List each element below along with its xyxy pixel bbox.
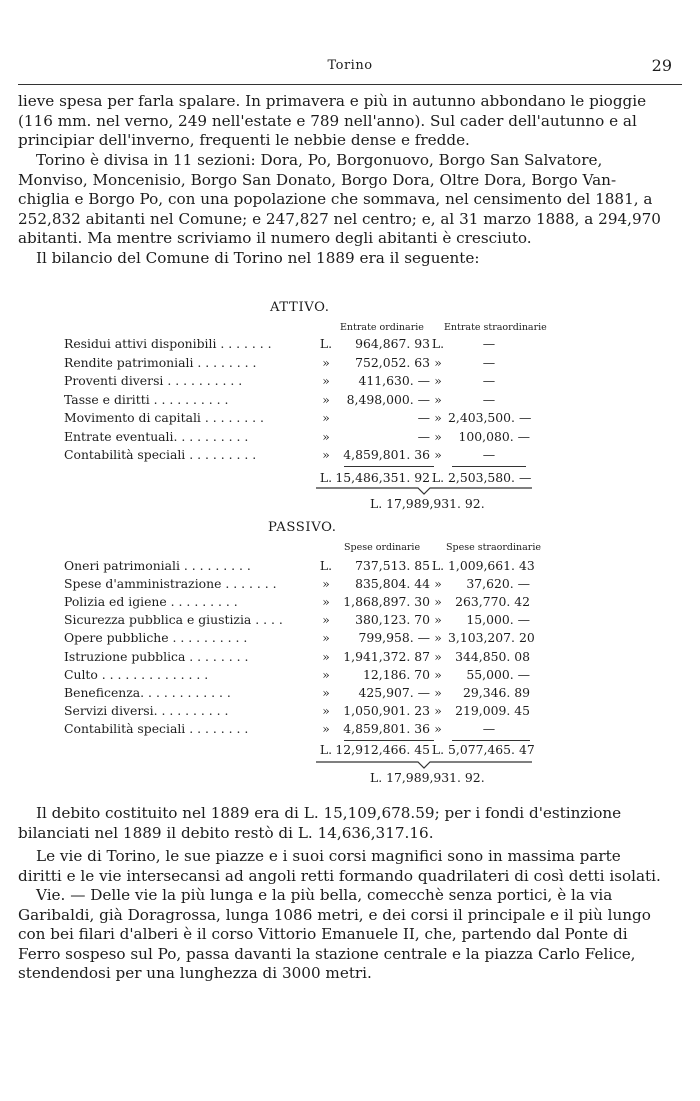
- table-row: [64, 392, 594, 410]
- currency-mark: »: [434, 354, 442, 370]
- subtotal-rule: [452, 466, 526, 467]
- row-label: Proventi diversi . . . . . . . . . .: [64, 373, 243, 388]
- extra-amount: 344,850. 08: [455, 648, 530, 664]
- currency-mark: »: [434, 666, 442, 682]
- extra-amount: 15,000. —: [466, 612, 530, 628]
- subtotal-rule: [344, 466, 434, 467]
- currency-mark: »: [322, 373, 330, 388]
- row-label: Contabilità speciali . . . . . . . . .: [64, 447, 257, 462]
- ordinary-amount: 964,867. 93: [355, 336, 430, 351]
- extra-amount: 55,000. —: [466, 666, 530, 682]
- row-label: Beneficenza. . . . . . . . . . . .: [64, 684, 231, 700]
- text-line: Le vie di Torino, le sue piazze e i suoi corsi magnifici sono in massima parte: [36, 847, 621, 865]
- currency-mark: »: [322, 428, 330, 444]
- currency-mark: »: [322, 612, 330, 628]
- extra-amount: 219,009. 45: [455, 702, 530, 718]
- extra-amount: —: [482, 447, 496, 462]
- currency-mark: L.: [319, 742, 333, 757]
- extra-amount: 29,346. 89: [463, 684, 530, 700]
- currency-mark: »: [322, 630, 330, 646]
- ordinary-amount: 411,630. —: [358, 373, 430, 388]
- row-label: Rendite patrimoniali . . . . . . . .: [64, 354, 257, 370]
- row-label: Tasse e diritti . . . . . . . . . .: [64, 391, 229, 407]
- currency-mark: »: [434, 684, 442, 700]
- paragraph-budget-intro: [18, 249, 682, 269]
- text-line: (116 mm. nel verno, 249 nell'estate e 789 nell'anno). Sul cader dell'autunno e al: [18, 111, 637, 130]
- passivo-grand-total: L. 17,989,931. 92.: [370, 770, 485, 785]
- row-label: Sicurezza pubblica e giustizia . . . .: [64, 612, 283, 628]
- currency-mark: »: [434, 630, 442, 646]
- currency-mark: »: [434, 702, 442, 718]
- attivo-grand-total: L. 17,989,931. 92.: [370, 496, 485, 511]
- currency-mark: »: [434, 447, 442, 462]
- subtotal-extra: 2,503,580. —: [448, 470, 532, 485]
- text-line: Il debito costituito nel 1889 era di L. 15,109,678.59; per i fondi d'estinzione: [36, 804, 622, 822]
- table-row: [64, 558, 594, 576]
- currency-mark: »: [322, 648, 330, 664]
- currency-mark: »: [322, 354, 330, 370]
- currency-mark: »: [434, 410, 442, 425]
- currency-mark: »: [434, 612, 442, 628]
- paragraph-sections: [18, 151, 682, 249]
- currency-mark: L.: [431, 470, 445, 485]
- running-title: Torino: [327, 58, 373, 73]
- paragraph-streets: [18, 847, 682, 886]
- table-row: [64, 373, 594, 391]
- currency-mark: »: [322, 391, 330, 407]
- table-row: [64, 649, 594, 667]
- table-row: [64, 703, 594, 721]
- extra-amount: 3,103,207. 20: [448, 630, 535, 646]
- currency-mark: »: [434, 373, 442, 388]
- row-label: Entrate eventuali. . . . . . . . . .: [64, 428, 249, 444]
- col-header-extra: Entrate straordinarie: [444, 322, 547, 333]
- ordinary-amount: 1,868,897. 30: [343, 594, 430, 610]
- table-row: [64, 336, 594, 354]
- table-row: [64, 721, 594, 739]
- extra-amount: —: [482, 391, 496, 407]
- ordinary-amount: 12,186. 70: [363, 666, 430, 682]
- extra-amount: 1,009,661. 43: [448, 558, 535, 573]
- ordinary-amount: 425,907. —: [358, 684, 430, 700]
- subtotal-rule: [452, 740, 530, 741]
- text-line: stendendosi per una lunghezza di 3000 metri.: [18, 964, 372, 983]
- ordinary-amount: —: [417, 428, 430, 444]
- ordinary-amount: 4,859,801. 36: [343, 720, 430, 736]
- extra-amount: —: [482, 720, 496, 736]
- attivo-title: ATTIVO.: [270, 300, 330, 315]
- page-header: [18, 58, 682, 78]
- row-label: Movimento di capitali . . . . . . . .: [64, 410, 264, 425]
- header-rule: [18, 84, 682, 85]
- row-label: Culto . . . . . . . . . . . . . .: [64, 666, 209, 682]
- ordinary-amount: 380,123. 70: [355, 612, 430, 628]
- ordinary-amount: 1,941,372. 87: [343, 648, 430, 664]
- text-line: chiglia e Borgo Po, con una popolazione che sommava, nel censimento del 1881, a: [18, 190, 653, 209]
- currency-mark: L.: [431, 558, 445, 573]
- table-row: [64, 667, 594, 685]
- extra-amount: —: [482, 336, 496, 351]
- currency-mark: »: [434, 391, 442, 407]
- row-label: Istruzione pubblica . . . . . . . .: [64, 648, 249, 664]
- currency-mark: L.: [431, 742, 445, 757]
- col-header-ordinary: Spese ordinarie: [344, 542, 421, 553]
- table-row: [64, 685, 594, 703]
- text-line: diritti e le vie intersecansi ad angoli retti formando quadrilateri di così detti isolati.: [18, 866, 661, 885]
- ordinary-amount: 1,050,901. 23: [343, 702, 430, 718]
- subtotal-rule: [344, 740, 434, 741]
- text-line: principiar dell'inverno, frequenti le nebbie dense e fredde.: [18, 131, 470, 150]
- ordinary-amount: 737,513. 85: [355, 558, 430, 573]
- passivo-title: PASSIVO.: [268, 520, 337, 535]
- text-line: bilanciati nel 1889 il debito restò di L. 14,636,317.16.: [18, 823, 434, 842]
- col-header-ordinary: Entrate ordinarie: [340, 322, 424, 333]
- paragraph-vie: [18, 886, 682, 984]
- text-line: Monviso, Moncenisio, Borgo San Donato, Borgo Dora, Oltre Dora, Borgo Van-: [18, 170, 617, 189]
- col-header-extra: Spese straordinarie: [446, 542, 541, 553]
- extra-amount: 37,620. —: [466, 576, 530, 592]
- currency-mark: »: [322, 702, 330, 718]
- currency-mark: »: [434, 428, 442, 444]
- extra-amount: —: [482, 354, 496, 370]
- table-row: [64, 447, 594, 465]
- row-label: Spese d'amministrazione . . . . . . .: [64, 576, 277, 592]
- row-label: Polizia ed igiene . . . . . . . . .: [64, 594, 238, 610]
- extra-amount: —: [482, 373, 496, 388]
- paragraph-climate: [18, 92, 682, 151]
- currency-mark: »: [322, 720, 330, 736]
- table-row: [64, 612, 594, 630]
- table-row: [64, 576, 594, 594]
- text-line: lieve spesa per farla spalare. In primavera e più in autunno abbondano le pioggie: [18, 92, 647, 110]
- ordinary-amount: 835,804. 44: [355, 576, 430, 592]
- total-brace: [314, 486, 534, 496]
- table-row: [64, 355, 594, 373]
- currency-mark: »: [322, 410, 330, 425]
- currency-mark: »: [434, 594, 442, 610]
- currency-mark: »: [322, 594, 330, 610]
- text-line: Il bilancio del Comune di Torino nel 1889 era il seguente:: [36, 249, 480, 267]
- currency-mark: L.: [319, 558, 333, 573]
- subtotal-ordinary: 12,912,466. 45: [335, 742, 430, 757]
- text-line: Ferro sospeso sul Po, passa davanti la stazione centrale e la piazza Carlo Felice,: [18, 944, 636, 963]
- table-row: [64, 410, 594, 428]
- row-label: Oneri patrimoniali . . . . . . . . .: [64, 558, 251, 573]
- table-row: [64, 630, 594, 648]
- text-line: con bei filari d'alberi è il corso Vittorio Emanuele II, che, partendo dal Ponte di: [18, 925, 628, 944]
- page-number: 29: [651, 56, 672, 75]
- text-line: Vie. — Delle vie la più lunga e la più bella, comecchè senza portici, è la via: [36, 886, 613, 904]
- paragraph-debt: [18, 804, 682, 843]
- currency-mark: »: [434, 720, 442, 736]
- passivo-subtotal-row: [64, 742, 594, 760]
- currency-mark: »: [434, 576, 442, 592]
- currency-mark: »: [322, 576, 330, 592]
- total-brace: [314, 760, 534, 770]
- currency-mark: L.: [319, 336, 333, 351]
- text-line: 252,832 abitanti nel Comune; e 247,827 nel centro; e, al 31 marzo 1888, a 294,970: [18, 209, 661, 228]
- table-row: [64, 594, 594, 612]
- row-label: Servizi diversi. . . . . . . . . .: [64, 702, 229, 718]
- ordinary-amount: 752,052. 63: [355, 354, 430, 370]
- ordinary-amount: —: [417, 410, 430, 425]
- row-label: Contabilità speciali . . . . . . . .: [64, 720, 249, 736]
- currency-mark: L.: [431, 336, 445, 351]
- row-label: Opere pubbliche . . . . . . . . . .: [64, 630, 248, 646]
- text-line: Garibaldi, già Doragrossa, lunga 1086 metri, e dei corsi il principale e il più lungo: [18, 905, 651, 924]
- row-label: Residui attivi disponibili . . . . . . .: [64, 336, 272, 351]
- text-line: abitanti. Ma mentre scriviamo il numero degli abitanti è cresciuto.: [18, 229, 532, 248]
- currency-mark: »: [322, 447, 330, 462]
- text-line: Torino è divisa in 11 sezioni: Dora, Po, Borgonuovo, Borgo San Salvatore,: [36, 151, 603, 169]
- subtotal-ordinary: 15,486,351. 92: [335, 470, 430, 485]
- ordinary-amount: 799,958. —: [358, 630, 430, 646]
- currency-mark: »: [322, 684, 330, 700]
- currency-mark: L.: [319, 470, 333, 485]
- extra-amount: 263,770. 42: [455, 594, 530, 610]
- subtotal-extra: 5,077,465. 47: [448, 742, 535, 757]
- extra-amount: 2,403,500. —: [448, 410, 532, 425]
- ordinary-amount: 4,859,801. 36: [343, 447, 430, 462]
- currency-mark: »: [434, 648, 442, 664]
- ordinary-amount: 8,498,000. —: [346, 391, 430, 407]
- table-row: [64, 429, 594, 447]
- extra-amount: 100,080. —: [458, 428, 530, 444]
- currency-mark: »: [322, 666, 330, 682]
